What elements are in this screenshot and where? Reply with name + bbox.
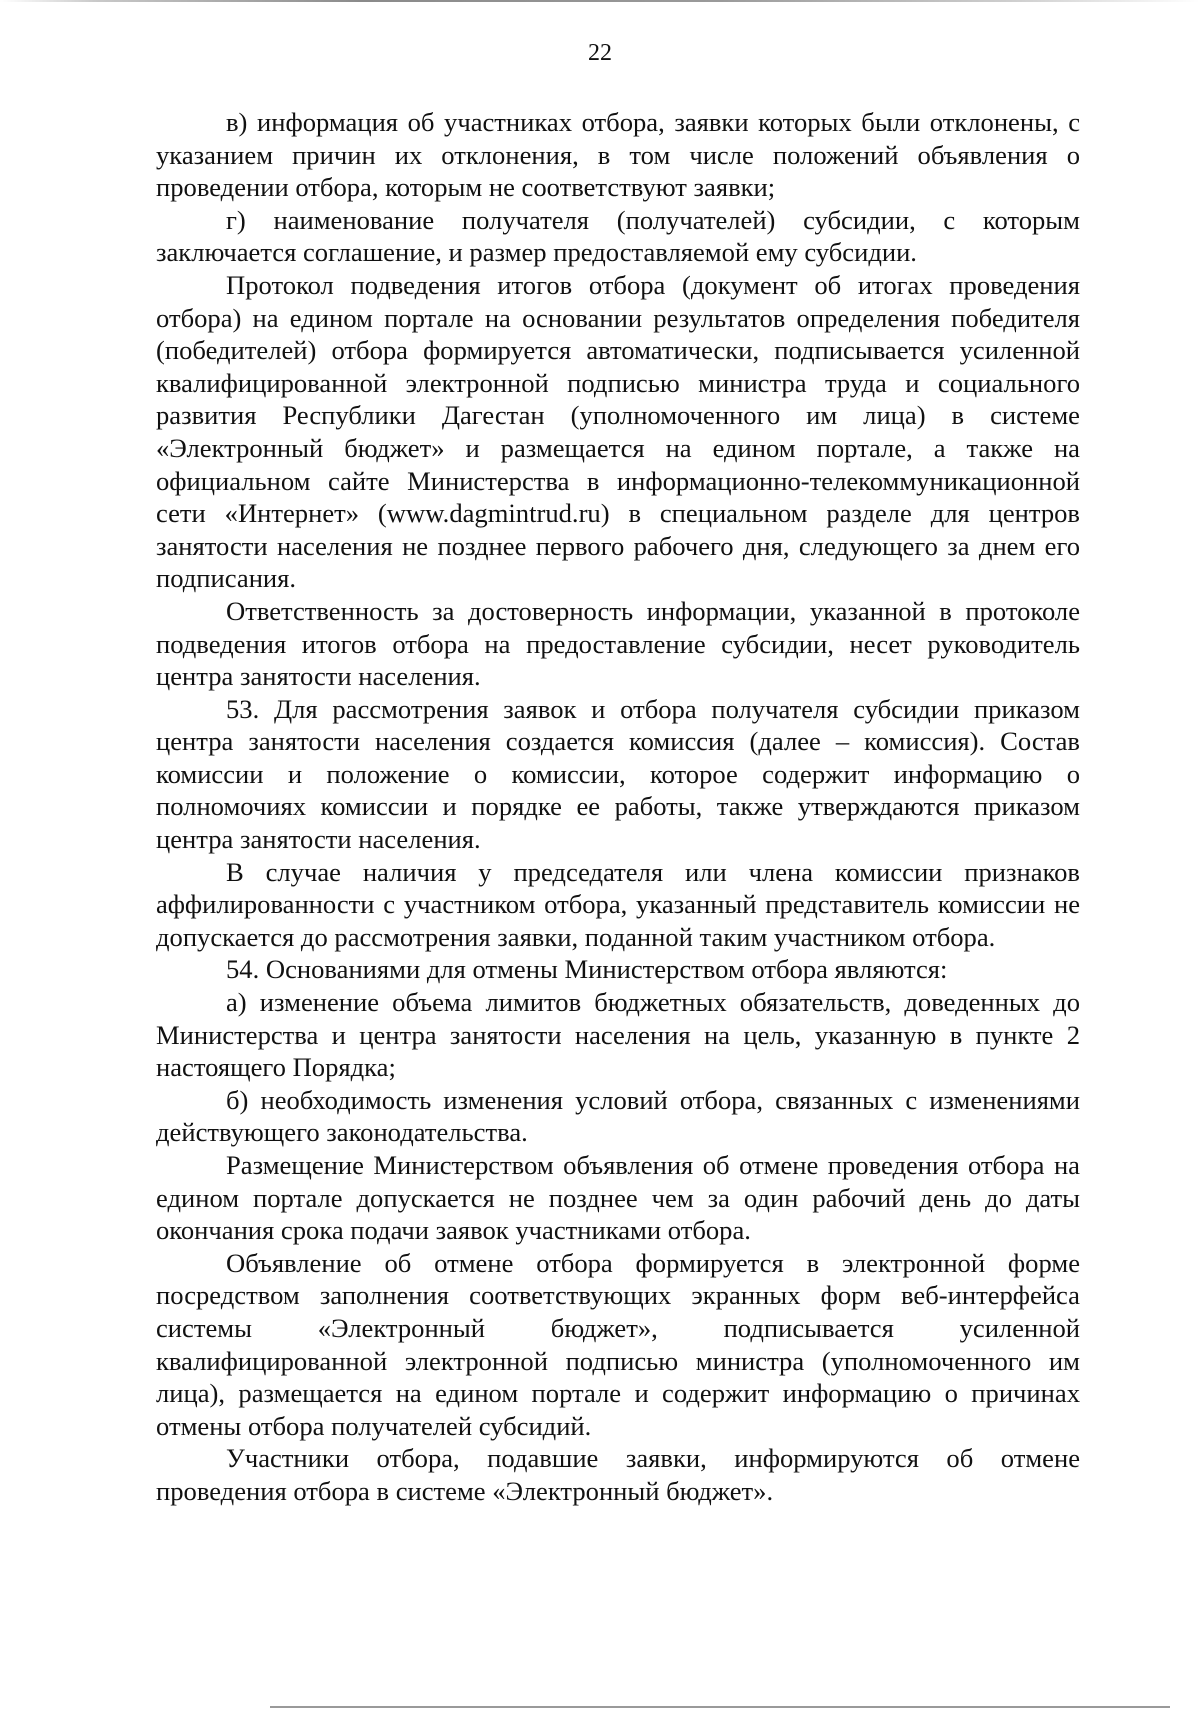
paragraph-affiliation: В случае наличия у председателя или члена комиссии признаков аффилированности с участником отбора, указанный представитель комиссии не допускается до рассмотрения заявки, поданной таким участником отбора. — [156, 856, 1080, 952]
paragraph-cancellation-posting: Размещение Министерством объявления об отмене проведения отбора на едином портале допускается не позднее чем за один рабочий день до даты окончания срока подачи заявок участниками отбора. — [156, 1150, 1080, 1246]
paragraph-clause-53: 53. Для рассмотрения заявок и отбора получателя субсидии приказом центра занятости населения создается комиссия (далее – комиссия). Состав комиссии и положение о комиссии, которое содержит информацию о полномочиях комиссии и порядке ее работы, также утверждаются приказом центра занятости населения. — [156, 693, 1080, 855]
paragraph-item-b: б) необходимость изменения условий отбора, связанных с изменениями действующего законодательства. — [156, 1084, 1080, 1148]
page-number: 22 — [588, 40, 612, 66]
paragraph-item-a: а) изменение объема лимитов бюджетных обязательств, доведенных до Министерства и центра занятости населения на цель, указанную в пункте 2 настоящего Порядка; — [156, 987, 1080, 1083]
scan-edge-bottom — [270, 1706, 1170, 1708]
scan-edge-top — [0, 0, 1200, 2]
paragraph-item-g: г) наименование получателя (получателей) субсидии, с которым заключается соглашение, и размер предоставляемой ему субсидии. — [156, 204, 1080, 268]
paragraph-responsibility: Ответственность за достоверность информации, указанной в протоколе подведения итогов отбора на предоставление субсидии, несет руководитель центра занятости населения. — [156, 595, 1080, 692]
paragraph-item-v: в) информация об участниках отбора, заявки которых были отклонены, с указанием причин их отклонения, в том числе положений объявления о проведении отбора, которым не соответствуют заявки; — [156, 107, 1080, 203]
document-body — [156, 106, 1080, 1508]
paragraph-participants-informed: Участники отбора, подавшие заявки, информируются об отмене проведения отбора в системе «Электронный бюджет». — [156, 1443, 1080, 1506]
paragraph-protocol: Протокол подведения итогов отбора (документ об итогах проведения отбора) на едином портале на основании результатов определения победителя (победителей) отбора формируется автоматически, подписывается усиленной квалифицированной электронной подписью министра труда и социального развития Республики Дагестан (уполномоченного им лица) в системе «Электронный бюджет» и размещается на едином портале, а также на официальном сайте Министерства в информационно-телекоммуникационной сети «Интернет» (www.dagmintrud.ru) в специальном разделе для центров занятости населения не позднее первого рабочего дня, следующего за днем его подписания. — [156, 269, 1080, 594]
paragraph-clause-54: 54. Основаниями для отмены Министерством отбора являются: — [226, 954, 948, 985]
paragraph-cancellation-notice: Объявление об отмене отбора формируется в электронной форме посредством заполнения соответствующих экранных форм веб-интерфейса системы «Электронный бюджет», подписывается усиленной квалифицированной электронной подписью министра (уполномоченного им лица), размещается на едином портале и содержит информацию о причинах отмены отбора получателей субсидий. — [156, 1247, 1080, 1441]
